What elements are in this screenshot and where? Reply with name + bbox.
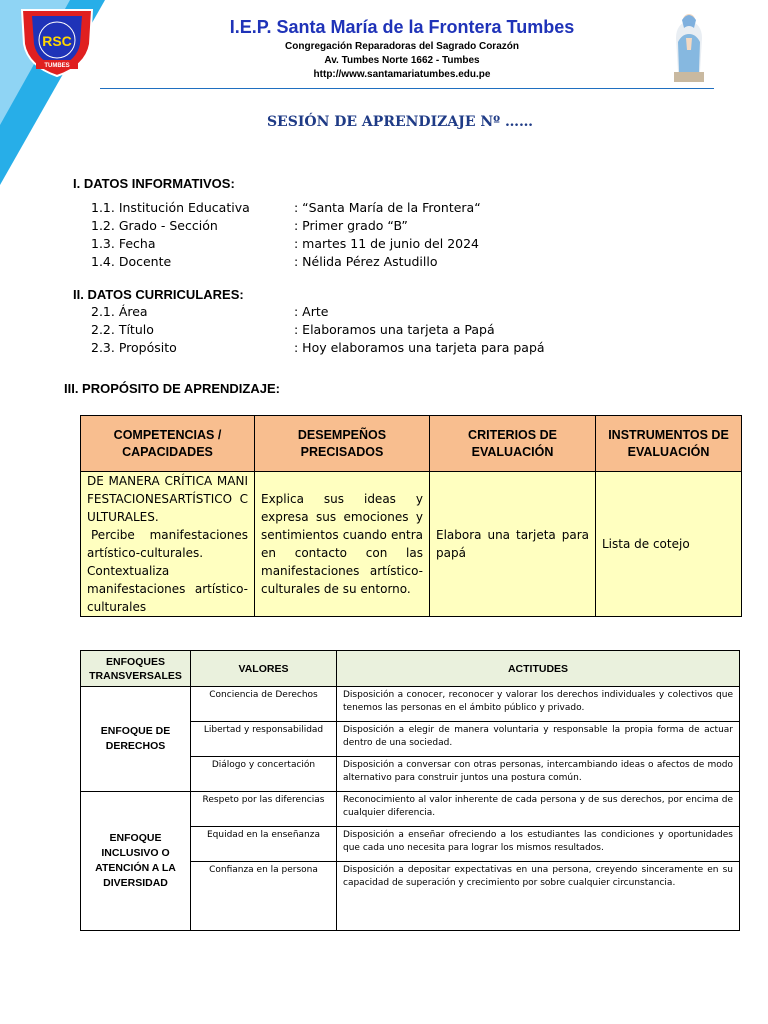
curricular-value: : Hoy elaboramos una tarjeta para papá: [294, 340, 545, 355]
info-label: 1.4. Docente: [91, 254, 172, 269]
info-value: : Nélida Pérez Astudillo: [294, 254, 438, 269]
table-row: [81, 472, 742, 617]
valor-cell: Confianza en la persona: [191, 862, 337, 931]
logo-banner-text: TUMBES: [44, 63, 70, 69]
valor-cell: Respeto por las diferencias: [191, 792, 337, 827]
valor-cell: Diálogo y concertación: [191, 757, 337, 792]
actitud-cell: Disposición a elegir de manera voluntaria y responsable la propia forma de actuar dentro de una sociedad.: [337, 722, 740, 757]
section-heading-proposito: III. PROPÓSITO DE APRENDIZAJE:: [64, 381, 280, 396]
address-line: Av. Tumbes Norte 1662 - Tumbes: [324, 55, 480, 66]
curricular-label: 2.3. Propósito: [91, 340, 177, 355]
table-row: [81, 687, 740, 722]
section-heading-datos-curriculares: II. DATOS CURRICULARES:: [73, 287, 244, 302]
learning-purpose-table: [80, 415, 742, 617]
actitud-cell: Disposición a conversar con otras personas, intercambiando ideas o afectos de modo alternativo para construir juntos una postura común.: [337, 757, 740, 792]
column-header: CRITERIOS DE EVALUACIÓN: [430, 416, 596, 472]
column-header: DESEMPEÑOS PRECISADOS: [255, 416, 430, 472]
column-header: VALORES: [191, 651, 337, 687]
congregation-line: Congregación Reparadoras del Sagrado Corazón: [285, 41, 519, 52]
column-header: COMPETENCIAS / CAPACIDADES: [81, 416, 255, 472]
actitud-cell: Disposición a enseñar ofreciendo a los estudiantes las condiciones y oportunidades que cada uno necesita para lograr los mismos resultados.: [337, 827, 740, 862]
info-value: : “Santa María de la Frontera“: [294, 200, 481, 215]
curricular-value: : Elaboramos una tarjeta a Papá: [294, 322, 495, 337]
table-row: [81, 792, 740, 827]
criterios-cell: Elabora una tarjeta para papá: [430, 472, 596, 617]
actitud-cell: Disposición a depositar expectativas en una persona, creyendo sinceramente en su capacidad de superación y crecimiento por sobre cualquier circunstancia.: [337, 862, 740, 931]
curricular-label: 2.1. Área: [91, 304, 148, 319]
valor-cell: Conciencia de Derechos: [191, 687, 337, 722]
info-value: : Primer grado “B”: [294, 218, 408, 233]
actitud-cell: Disposición a conocer, reconocer y valorar los derechos individuales y colectivos que tenemos las personas en el ámbito público y privado.: [337, 687, 740, 722]
enfoques-transversales-table: [80, 650, 740, 931]
logo-initials: RSC: [42, 33, 72, 49]
info-label: 1.3. Fecha: [91, 236, 156, 251]
valor-cell: Equidad en la enseñanza: [191, 827, 337, 862]
valor-cell: Libertad y responsabilidad: [191, 722, 337, 757]
section-heading-datos-informativos: I. DATOS INFORMATIVOS:: [73, 176, 235, 191]
column-header: INSTRUMENTOS DE EVALUACIÓN: [596, 416, 742, 472]
curricular-label: 2.2. Título: [91, 322, 154, 337]
header-divider: [100, 88, 714, 89]
competencias-cell: [81, 472, 255, 617]
capacidad-text: Contextualiza manifestaciones artístico-culturales: [87, 564, 248, 614]
virgin-mary-statue-image: [664, 8, 714, 84]
column-header: ENFOQUES TRANSVERSALES: [81, 651, 191, 687]
school-logo: [16, 6, 98, 78]
document-title: SESIÓN DE APRENDIZAJE Nº ……: [266, 114, 534, 130]
curricular-value: : Arte: [294, 304, 329, 319]
info-label: 1.2. Grado - Sección: [91, 218, 218, 233]
website-link[interactable]: http://www.santamariatumbes.edu.pe: [313, 69, 491, 80]
enfoque-name: ENFOQUE INCLUSIVO O ATENCIÓN A LA DIVERSIDAD: [81, 792, 191, 931]
info-value: : martes 11 de junio del 2024: [294, 236, 480, 251]
desempenos-cell: Explica sus ideas y expresa sus emociones y sentimientos cuando entra en contacto con las manifestaciones artístico-culturales de su entorno.: [255, 472, 430, 617]
table-header-row: [81, 416, 742, 472]
enfoque-name: ENFOQUE DE DERECHOS: [81, 687, 191, 792]
school-name: I.E.P. Santa María de la Frontera Tumbes: [229, 17, 575, 37]
instrumentos-cell: Lista de cotejo: [596, 472, 742, 617]
capacidad-text: Percibe manifestaciones artístico-culturales.: [87, 528, 248, 560]
column-header: ACTITUDES: [337, 651, 740, 687]
actitud-cell: Reconocimiento al valor inherente de cada persona y de sus derechos, por encima de cualquier diferencia.: [337, 792, 740, 827]
competencia-text: DE MANERA CRÍTICA MANIFESTACIONESARTÍSTICO CULTURALES.: [87, 474, 248, 524]
info-label: 1.1. Institución Educativa: [91, 200, 250, 215]
table-header-row: [81, 651, 740, 687]
